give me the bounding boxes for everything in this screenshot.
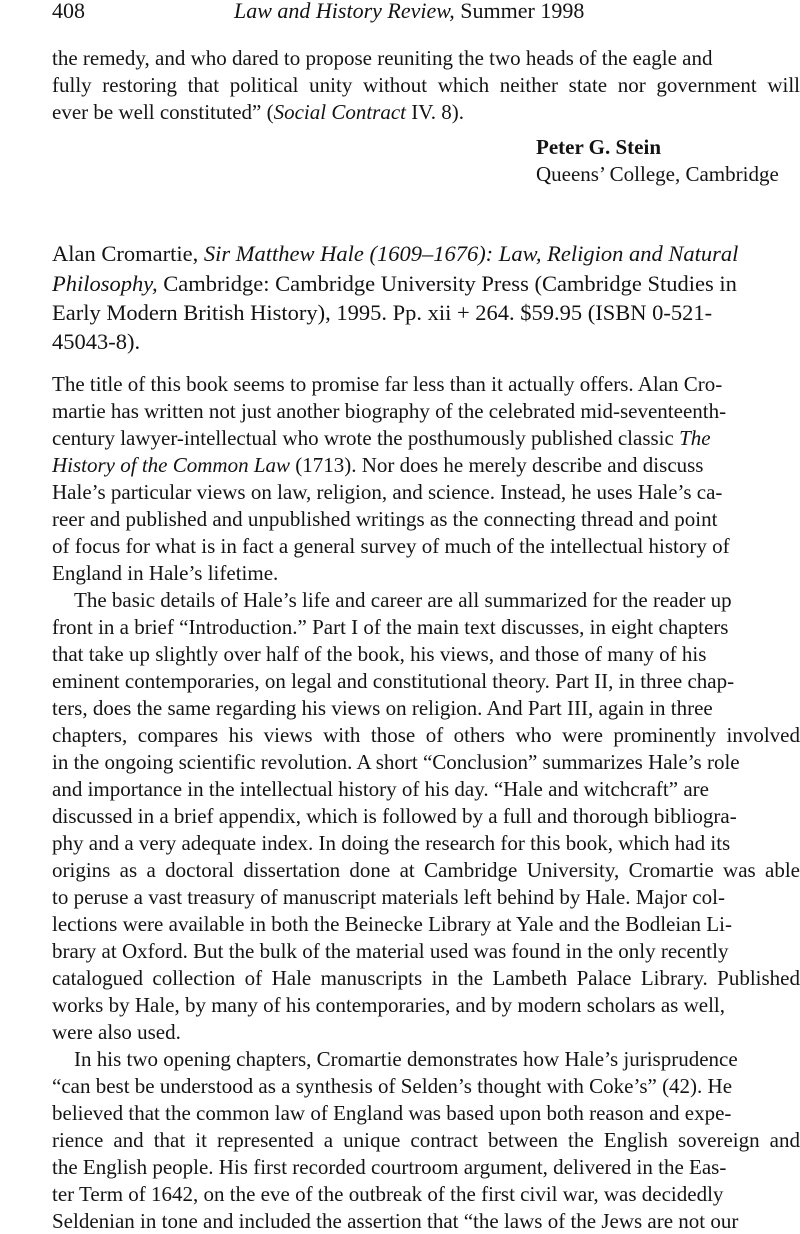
text-line: lections were available in both the Beinecke Library at Yale and the Bodleian Li- (52, 912, 732, 936)
text-line: the English people. His first recorded courtroom argument, delivered in the Eas- (52, 1155, 727, 1179)
text-line: the remedy, and who dared to propose reuniting the two heads of the eagle and (52, 46, 713, 70)
citation-line: 45043-8). (52, 329, 141, 354)
citation-line: Early Modern British History), 1995. Pp. xii + 264. $59.95 (ISBN 0-521- (52, 300, 713, 325)
text-line: martie has written not just another biography of the celebrated mid-seventeenth- (52, 399, 727, 423)
text-line: History of the Common Law (1713). Nor does he merely describe and discuss (52, 453, 704, 477)
journal-title: Law and History Review, (234, 0, 455, 23)
text-line: The basic details of Hale’s life and career are all summarized for the reader up (74, 588, 732, 612)
text-line: The title of this book seems to promise far less than it actually offers. Alan Cro- (52, 372, 723, 396)
text-line: rience and that it represented a unique contract between the English sovereign and (52, 1128, 800, 1152)
text-line: ever be well constituted” (Social Contract IV. 8). (52, 100, 464, 124)
text-line: ter Term of 1642, on the eve of the outbreak of the first civil war, was decidedly (52, 1182, 724, 1206)
text-line: and importance in the intellectual history of his day. “Hale and witchcraft” are (52, 777, 709, 801)
issue-date: Summer 1998 (460, 0, 585, 23)
text-line: England in Hale’s lifetime. (52, 561, 279, 585)
text-line: Hale’s particular views on law, religion, and science. Instead, he uses Hale’s ca- (52, 480, 723, 504)
text-line: catalogued collection of Hale manuscripts in the Lambeth Palace Library. Published (52, 966, 800, 990)
book-title: Sir Matthew Hale (1609–1676): Law, Religion and Natural (203, 241, 739, 266)
running-header (0, 0, 800, 26)
text-line: that take up slightly over half of the book, his views, and those of many of his (52, 642, 707, 666)
text-line: eminent contemporaries, on legal and constitutional theory. Part II, in three chap- (52, 669, 735, 693)
running-title (234, 0, 584, 22)
text-line: Seldenian in tone and included the assertion that “the laws of the Jews are not our (52, 1209, 739, 1233)
text-line: brary at Oxford. But the bulk of the material used was found in the only recently (52, 939, 729, 963)
reviewer-affiliation: Queens’ College, Cambridge (536, 162, 779, 186)
cited-work: History of the Common Law (52, 453, 291, 477)
page-number: 408 (52, 0, 85, 23)
text-line: origins as a doctoral dissertation done at Cambridge University, Cromartie was able (52, 858, 800, 882)
text-line: works by Hale, by many of his contemporaries, and by modern scholars as well, (52, 993, 726, 1017)
book-title-cont: Philosophy, (52, 271, 158, 296)
text-line: chapters, compares his views with those of others who were prominently involved (52, 723, 800, 747)
citation-line (52, 240, 738, 268)
citation-line: Philosophy, Cambridge: Cambridge University Press (Cambridge Studies in (52, 271, 737, 296)
text-line: discussed in a brief appendix, which is followed by a full and thorough bibliogra- (52, 804, 737, 828)
text-line: century lawyer-intellectual who wrote the posthumously published classic The (52, 426, 711, 450)
text-line: believed that the common law of England was based upon both reason and expe- (52, 1101, 732, 1125)
text-line: ters, does the same regarding his views on religion. And Part III, again in three (52, 696, 713, 720)
text-line: were also used. (52, 1020, 181, 1044)
text-line: front in a brief “Introduction.” Part I of the main text discusses, in eight chapters (52, 615, 729, 639)
reviewer-name: Peter G. Stein (536, 135, 661, 159)
text-line: phy and a very adequate index. In doing the research for this book, which had its (52, 831, 731, 855)
text-line: In his two opening chapters, Cromartie demonstrates how Hale’s jurisprudence (74, 1047, 738, 1071)
text-line: in the ongoing scientific revolution. A short “Conclusion” summarizes Hale’s role (52, 750, 740, 774)
text-line: reer and published and unpublished writings as the connecting thread and point (52, 507, 718, 531)
book-author: Alan Cromartie, (52, 241, 204, 266)
text-line: to peruse a vast treasury of manuscript materials left behind by Hale. Major col- (52, 885, 725, 909)
cited-work: Social Contract (273, 100, 406, 124)
text-line: fully restoring that political unity without which neither state nor government will (52, 73, 800, 97)
text-line: of focus for what is in fact a general survey of much of the intellectual history of (52, 534, 730, 558)
text-line: “can best be understood as a synthesis of Selden’s thought with Coke’s” (42). He (52, 1074, 733, 1098)
